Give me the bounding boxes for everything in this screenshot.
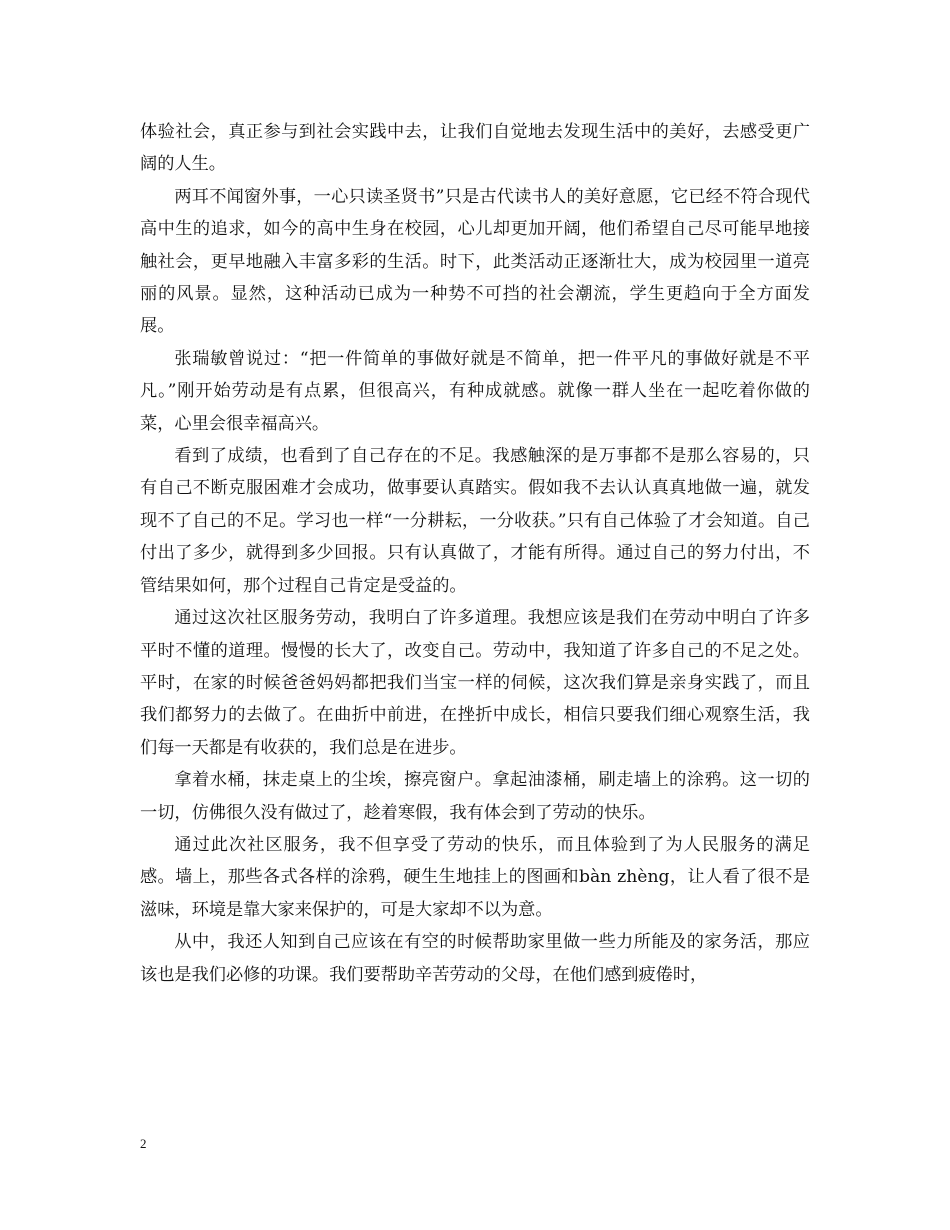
- paragraph-7: 通过此次社区服务，我不但享受了劳动的快乐，而且体验到了为人民服务的满足感。墙上，那些各式各样的涂鸦，硬生生地挂上的图画和bàn zhèng，让人看了很不是滋味，环境是靠大家来保护的，可是大家却不以为意。: [140, 834, 810, 920]
- paragraph-5: 通过这次社区服务劳动，我明白了许多道理。我想应该是我们在劳动中明白了许多平时不懂的道理。慢慢的长大了，改变自己。劳动中，我知道了许多自己的不足之处。平时，在家的时候爸爸妈妈都把我们当宝一样的伺候，这次我们算是亲身实践了，而且我们都努力的去做了。在曲折中前进，在挫折中成长，相信只要我们细心观察生活，我们每一天都是有收获的，我们总是在进步。: [140, 608, 810, 758]
- paragraph-4: 看到了成绩，也看到了自己存在的不足。我感触深的是万事都不是那么容易的，只有自己不断克服困难才会成功，做事要认真踏实。假如我不去认认真真地做一遍，就发现不了自己的不足。学习也一样“一分耕耘，一分收获。”只有自己体验了才会知道。自己付出了多少，就得到多少回报。只有认真做了，才能有所得。通过自己的努力付出，不管结果如何，那个过程自己肯定是受益的。: [140, 446, 810, 596]
- paragraph-1: 体验社会，真正参与到社会实践中去，让我们自觉地去发现生活中的美好，去感受更广阔的人生。: [140, 122, 810, 175]
- paragraph-8: 从中，我还人知到自己应该在有空的时候帮助家里做一些力所能及的家务活，那应该也是我们必修的功课。我们要帮助辛苦劳动的父母，在他们感到疲倦时，: [140, 932, 810, 985]
- paragraph-6: 拿着水桶，抹走桌上的尘埃，擦亮窗户。拿起油漆桶，刷走墙上的涂鸦。这一切的一切，仿佛很久没有做过了，趁着寒假，我有体会到了劳动的快乐。: [140, 770, 810, 823]
- paragraph-2: 两耳不闻窗外事，一心只读圣贤书”只是古代读书人的美好意愿，它已经不符合现代高中生的追求，如今的高中生身在校园，心儿却更加开阔，他们希望自己尽可能早地接触社会，更早地融入丰富多彩的生活。时下，此类活动正逐渐壮大，成为校园里一道亮丽的风景。显然，这种活动已成为一种势不可挡的社会潮流，学生更趋向于全方面发展。: [140, 186, 810, 337]
- page-number: 2: [140, 1136, 147, 1151]
- body-text: [140, 116, 810, 991]
- paragraph-3: 张瑞敏曾说过：“把一件简单的事做好就是不简单，把一件平凡的事做好就是不平凡。”刚开始劳动是有点累，但很高兴，有种成就感。就像一群人坐在一起吃着你做的菜，心里会很幸福高兴。: [140, 348, 810, 434]
